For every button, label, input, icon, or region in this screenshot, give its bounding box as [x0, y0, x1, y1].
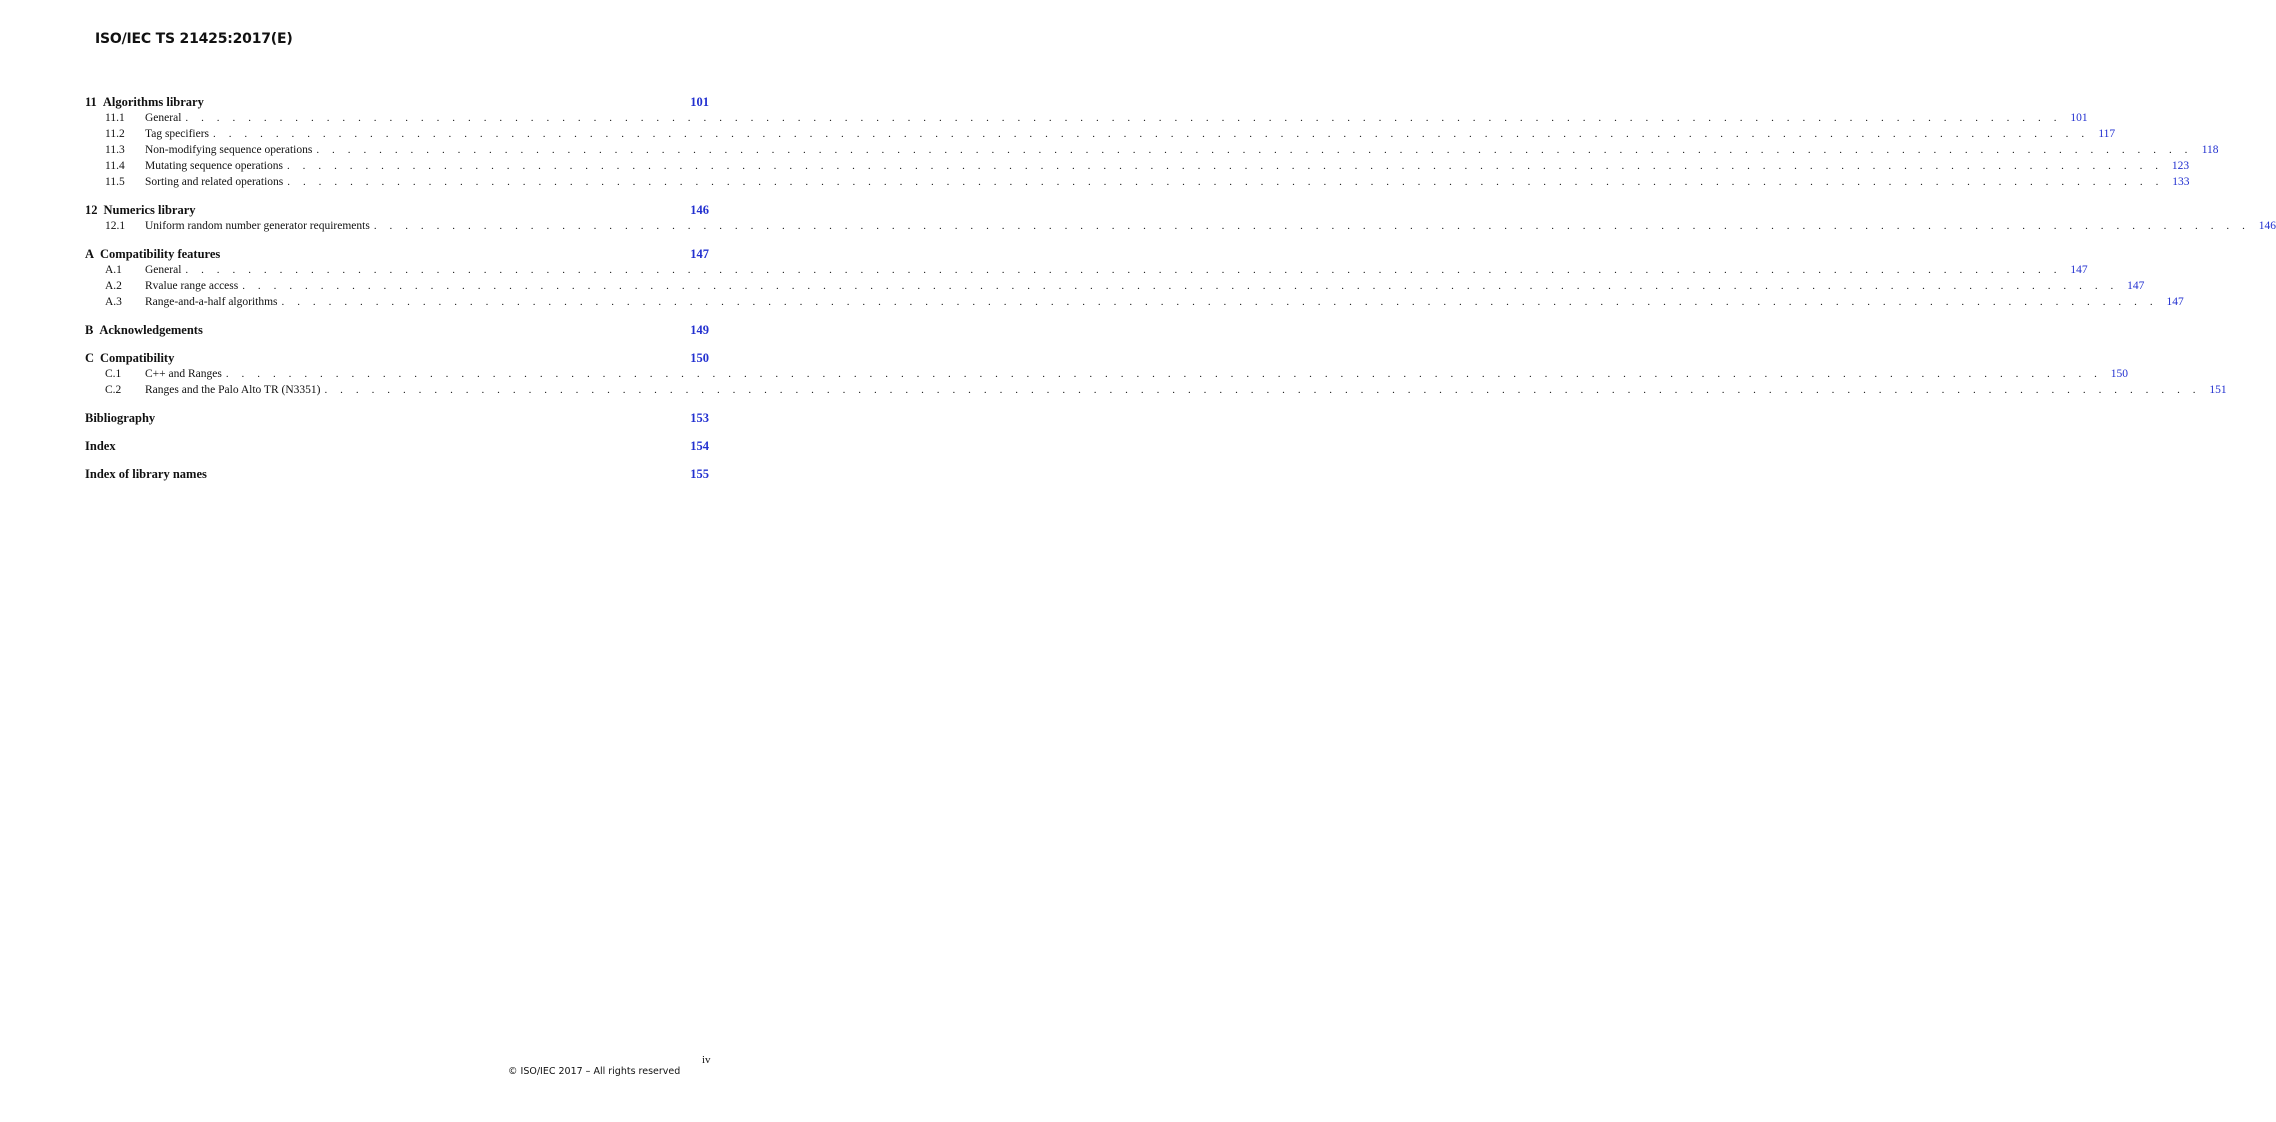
toc-section-row[interactable]	[85, 112, 2088, 128]
table-of-contents	[85, 95, 2276, 495]
toc-section-page-link[interactable]: 101	[2070, 112, 2088, 124]
toc-chapter-title: Compatibility features	[100, 247, 221, 261]
toc-section-title: Ranges and the Palo Alto TR (N3351)	[145, 384, 321, 396]
toc-chapter-page-link[interactable]: 153	[690, 411, 709, 425]
toc-chapter-title: Index of library names	[85, 467, 207, 481]
toc-section-title: General	[145, 112, 182, 124]
toc-section-page-link[interactable]: 117	[2098, 128, 2116, 140]
page-number: iv	[702, 1054, 711, 1066]
toc-section-title: C++ and Ranges	[145, 368, 222, 380]
toc-section-title: Uniform random number generator requirements	[145, 220, 370, 232]
toc-section-row[interactable]	[85, 280, 2145, 296]
toc-chapter-heading	[85, 439, 116, 454]
toc-section-title: Rvalue range access	[145, 280, 239, 292]
toc-chapter-page-link[interactable]: 150	[690, 351, 709, 365]
toc-section-title: Range-and-a-half algorithms	[145, 296, 278, 308]
toc-chapter-number: 12	[85, 203, 98, 217]
toc-section-title: Sorting and related operations	[145, 176, 284, 188]
toc-dot-leader: . . . . . . . . . . . . . . . . . . . . . . . . . . . . . . . . . . . . . . . . . . . . . . . . . . . . . . . . . . . . . . . . . . . . . . . . . . . . . . . . . . . . . . . . . . . . . . . . . . . . . . . . . . . . . . . . . . . . . . . .	[373, 220, 2250, 232]
toc-chapter-number: C	[85, 351, 95, 365]
toc-section-row[interactable]	[85, 384, 2227, 400]
toc-section-row[interactable]	[85, 220, 2276, 236]
toc-chapter-number: 11	[85, 95, 97, 109]
toc-section-title: Non-modifying sequence operations	[145, 144, 313, 156]
toc-dot-leader: . . . . . . . . . . . . . . . . . . . . . . . . . . . . . . . . . . . . . . . . . . . . . . . . . . . . . . . . . . . . . . . . . . . . . . . . . . . . . . . . . . . . . . . . . . . . . . . . . . . . . . . . . . . . . . . . . . . . . . . .	[287, 176, 2164, 188]
toc-chapter-title: Numerics library	[103, 203, 196, 217]
toc-section-row[interactable]	[85, 368, 2129, 384]
toc-section-number: A.1	[105, 264, 122, 276]
toc-chapter	[85, 323, 709, 340]
toc-chapter-page-link[interactable]: 147	[690, 247, 709, 261]
toc-section-page-link[interactable]: 146	[2258, 220, 2276, 232]
toc-section-number: 11.5	[105, 176, 125, 188]
toc-section-number: A.2	[105, 280, 122, 292]
toc-chapter-heading	[85, 203, 196, 218]
toc-section-number: 11.3	[105, 144, 125, 156]
toc-chapter-row[interactable]	[85, 247, 709, 264]
toc-chapter-title: Index	[85, 439, 116, 453]
toc-chapter-row[interactable]	[85, 467, 709, 484]
toc-section-number: A.3	[105, 296, 122, 308]
toc-section-row[interactable]	[85, 144, 2219, 160]
toc-chapter-heading	[85, 411, 155, 426]
toc-section-page-link[interactable]: 147	[2127, 280, 2145, 292]
toc-section-page-link[interactable]: 123	[2171, 160, 2190, 172]
toc-chapter-heading	[85, 95, 204, 110]
toc-section-number: C.2	[105, 384, 122, 396]
toc-section-number: 11.1	[105, 112, 125, 124]
toc-chapter-row[interactable]	[85, 439, 709, 456]
copyright-notice: © ISO/IEC 2017 – All rights reserved	[508, 1066, 681, 1077]
toc-chapter-number: B	[85, 323, 94, 337]
toc-chapter-heading	[85, 247, 220, 262]
toc-dot-leader: . . . . . . . . . . . . . . . . . . . . . . . . . . . . . . . . . . . . . . . . . . . . . . . . . . . . . . . . . . . . . . . . . . . . . . . . . . . . . . . . . . . . . . . . . . . . . . . . . . . . . . . . . . . . . . . . . . . . . . . .	[281, 296, 2158, 308]
toc-dot-leader: . . . . . . . . . . . . . . . . . . . . . . . . . . . . . . . . . . . . . . . . . . . . . . . . . . . . . . . . . . . . . . . . . . . . . . . . . . . . . . . . . . . . . . . . . . . . . . . . . . . . . . . . . . . . . . . . . . . . . . . .	[185, 112, 2062, 124]
toc-chapter	[85, 467, 709, 484]
toc-section-number: 11.4	[105, 160, 125, 172]
toc-chapter-row[interactable]	[85, 323, 709, 340]
toc-chapter-title: Bibliography	[85, 411, 156, 425]
toc-section-row[interactable]	[85, 160, 2190, 176]
toc-chapter-title: Algorithms library	[102, 95, 204, 109]
toc-dot-leader: . . . . . . . . . . . . . . . . . . . . . . . . . . . . . . . . . . . . . . . . . . . . . . . . . . . . . . . . . . . . . . . . . . . . . . . . . . . . . . . . . . . . . . . . . . . . . . . . . . . . . . . . . . . . . . . . . . . . . . . .	[213, 128, 2090, 140]
toc-section-number: 12.1	[105, 220, 126, 232]
toc-dot-leader: . . . . . . . . . . . . . . . . . . . . . . . . . . . . . . . . . . . . . . . . . . . . . . . . . . . . . . . . . . . . . . . . . . . . . . . . . . . . . . . . . . . . . . . . . . . . . . . . . . . . . . . . . . . . . . . . . . . . . . . .	[286, 160, 2164, 172]
toc-section-number: 11.2	[105, 128, 125, 140]
toc-dot-leader: . . . . . . . . . . . . . . . . . . . . . . . . . . . . . . . . . . . . . . . . . . . . . . . . . . . . . . . . . . . . . . . . . . . . . . . . . . . . . . . . . . . . . . . . . . . . . . . . . . . . . . . . . . . . . . . . . . . . . . . .	[185, 264, 2062, 276]
toc-chapter-heading	[85, 467, 207, 482]
toc-chapter-row[interactable]	[85, 351, 709, 368]
toc-chapter-page-link[interactable]: 101	[690, 95, 709, 109]
toc-chapter	[85, 203, 2276, 236]
toc-chapter-title: Acknowledgements	[99, 323, 203, 337]
toc-section-row[interactable]	[85, 176, 2190, 192]
toc-section-page-link[interactable]: 118	[2201, 144, 2219, 156]
toc-section-page-link[interactable]: 147	[2166, 296, 2184, 308]
document-header: ISO/IEC TS 21425:2017(E)	[95, 31, 293, 47]
toc-chapter-page-link[interactable]: 155	[690, 467, 709, 481]
toc-section-number: C.1	[105, 368, 122, 380]
toc-chapter-page-link[interactable]: 154	[690, 439, 709, 453]
toc-dot-leader: . . . . . . . . . . . . . . . . . . . . . . . . . . . . . . . . . . . . . . . . . . . . . . . . . . . . . . . . . . . . . . . . . . . . . . . . . . . . . . . . . . . . . . . . . . . . . . . . . . . . . . . . . . . . . . . . . . . . . . . .	[324, 384, 2201, 396]
toc-chapter-row[interactable]	[85, 411, 709, 428]
toc-chapter-title: Compatibility	[100, 351, 175, 365]
toc-dot-leader: . . . . . . . . . . . . . . . . . . . . . . . . . . . . . . . . . . . . . . . . . . . . . . . . . . . . . . . . . . . . . . . . . . . . . . . . . . . . . . . . . . . . . . . . . . . . . . . . . . . . . . . . . . . . . . . . . . . . . . . .	[225, 368, 2103, 380]
toc-chapter	[85, 247, 2184, 312]
toc-section-row[interactable]	[85, 296, 2184, 312]
toc-section-title: Mutating sequence operations	[145, 160, 283, 172]
toc-section-row[interactable]	[85, 264, 2088, 280]
toc-chapter	[85, 351, 2227, 400]
toc-chapter	[85, 411, 709, 428]
toc-chapter-page-link[interactable]: 146	[690, 203, 709, 217]
toc-dot-leader: . . . . . . . . . . . . . . . . . . . . . . . . . . . . . . . . . . . . . . . . . . . . . . . . . . . . . . . . . . . . . . . . . . . . . . . . . . . . . . . . . . . . . . . . . . . . . . . . . . . . . . . . . . . . . . . . . . . . . . . .	[316, 144, 2193, 156]
toc-chapter-row[interactable]	[85, 203, 709, 220]
toc-chapter	[85, 95, 2219, 192]
toc-section-page-link[interactable]: 150	[2110, 368, 2129, 380]
toc-section-title: Tag specifiers	[145, 128, 210, 140]
toc-chapter-page-link[interactable]: 149	[690, 323, 709, 337]
toc-chapter-row[interactable]	[85, 95, 709, 112]
toc-chapter	[85, 439, 709, 456]
toc-chapter-heading	[85, 323, 203, 338]
toc-chapter-heading	[85, 351, 174, 366]
toc-section-row[interactable]	[85, 128, 2116, 144]
toc-section-page-link[interactable]: 147	[2070, 264, 2088, 276]
toc-chapter-number: A	[85, 247, 95, 261]
toc-section-page-link[interactable]: 151	[2209, 384, 2227, 396]
toc-dot-leader: . . . . . . . . . . . . . . . . . . . . . . . . . . . . . . . . . . . . . . . . . . . . . . . . . . . . . . . . . . . . . . . . . . . . . . . . . . . . . . . . . . . . . . . . . . . . . . . . . . . . . . . . . . . . . . . . . . . . . . . .	[242, 280, 2119, 292]
toc-section-page-link[interactable]: 133	[2172, 176, 2190, 188]
toc-section-title: General	[145, 264, 182, 276]
